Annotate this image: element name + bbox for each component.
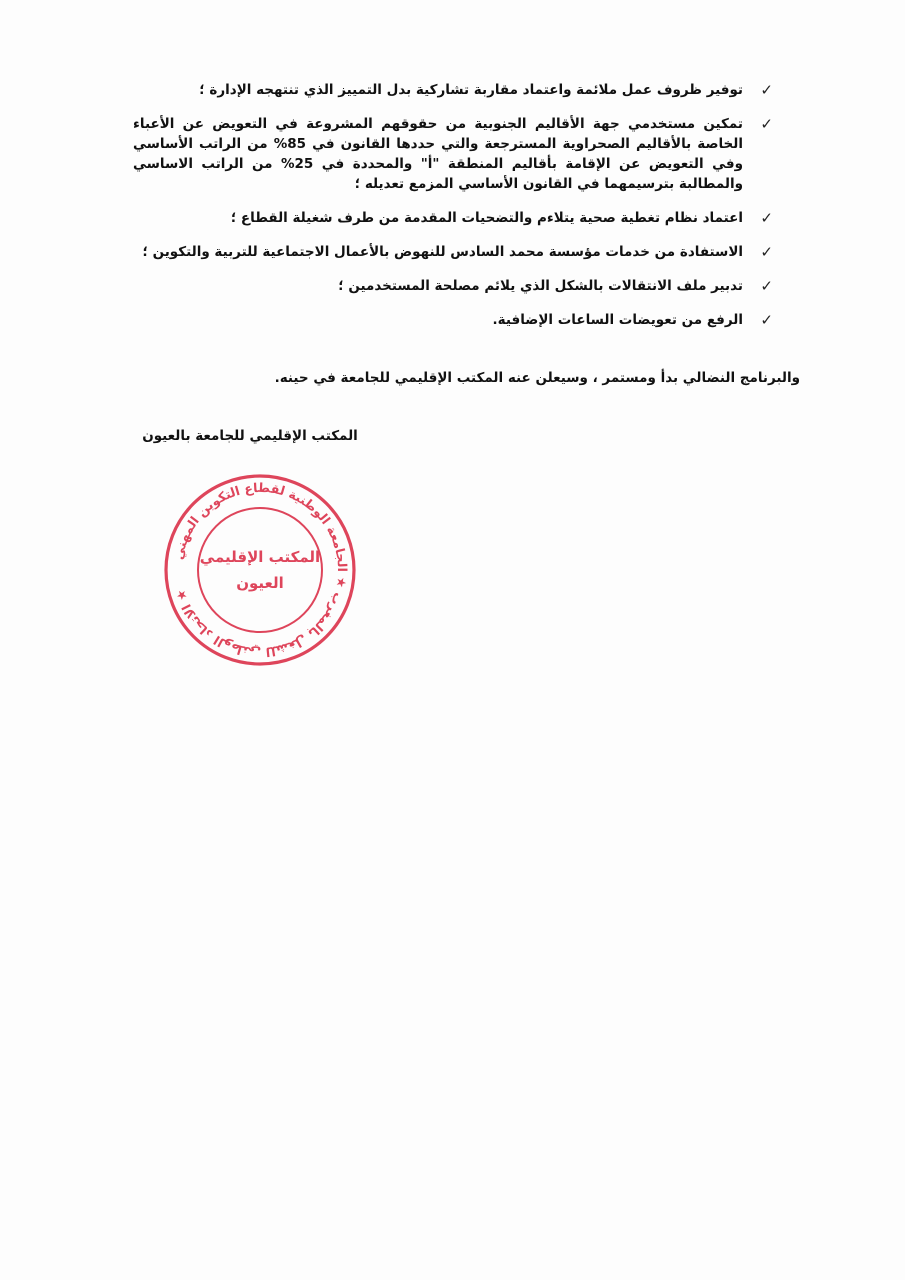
demands-list [133, 80, 773, 344]
list-item-text: توفير ظروف عمل ملائمة واعتماد مقاربة تشاركية بدل التمييز الذي تنتهجه الإدارة ؛ [199, 82, 743, 98]
closing-paragraph: والبرنامج النضالي بدأ ومستمر ، وسيعلن عنه المكتب الإقليمي للجامعة في حينه. [274, 370, 800, 386]
stamp-center-line2: العيون [236, 574, 284, 592]
list-item [133, 114, 773, 194]
list-item-text: الرفع من تعويضات الساعات الإضافية. [492, 312, 743, 328]
list-item-text: تمكين مستخدمي جهة الأقاليم الجنوبية من حقوقهم المشروعة في التعويض عن الأعباء الخاصة بالأقاليم الصحراوية المسترجعة والتي حددها القانون في 85% من الراتب الأساسي وفي التعويض عن الإقامة بأقاليم المنطقة "أ" والمحددة في 25% من الراتب الاساسي والمطالبة بترسيمهما في القانون الأساسي المزمع تعديله ؛ [133, 116, 743, 192]
list-item [133, 208, 773, 228]
stamp-inner-ring [198, 508, 322, 632]
list-item-text: اعتماد نظام تغطية صحية يتلاءم والتضحيات المقدمة من طرف شغيلة القطاع ؛ [230, 210, 743, 226]
check-icon: ✓ [760, 243, 773, 261]
list-item-text: الاستفادة من خدمات مؤسسة محمد السادس للنهوض بالأعمال الاجتماعية للتربية والتكوين ؛ [142, 244, 743, 260]
check-icon: ✓ [760, 209, 773, 227]
list-item [133, 310, 773, 330]
check-icon: ✓ [760, 81, 773, 99]
stamp-center-line1: المكتب الإقليمي [199, 548, 321, 566]
check-icon: ✓ [760, 311, 773, 329]
check-icon: ✓ [760, 277, 773, 295]
list-item-text: تدبير ملف الانتقالات بالشكل الذي يلائم مصلحة المستخدمين ؛ [338, 278, 743, 294]
stamp-outer-ring [166, 476, 354, 664]
list-item [133, 242, 773, 262]
official-stamp [160, 470, 360, 670]
signature-line: المكتب الإقليمي للجامعة بالعيون [142, 428, 358, 444]
stamp-ring-textpath: الاتحاد الوطني للشغل بالمغرب ★ الجامعة الوطنية لقطاع التكوين المهني ★ [170, 479, 351, 661]
list-item [133, 80, 773, 100]
list-item [133, 276, 773, 296]
check-icon: ✓ [760, 115, 773, 133]
